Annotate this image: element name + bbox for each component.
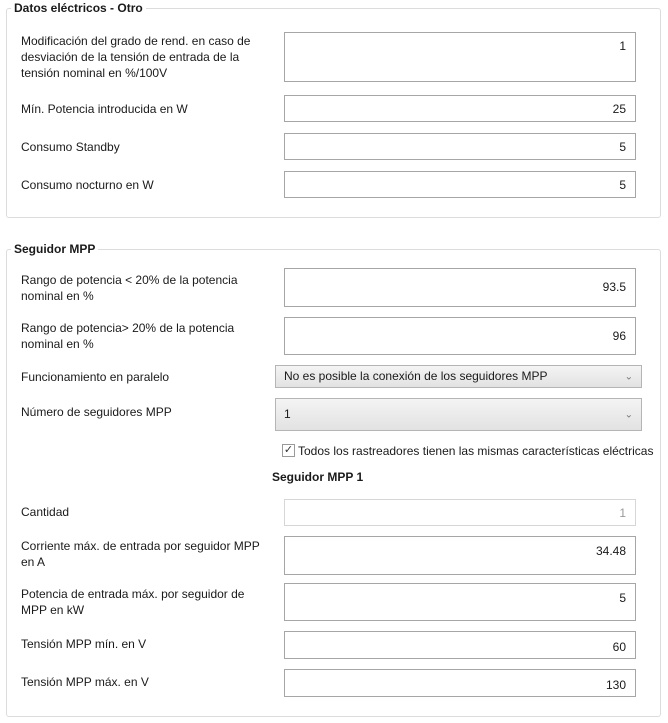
tracker-1-subheader: Seguidor MPP 1 — [272, 470, 364, 484]
min-input-power-input[interactable]: 25 — [284, 95, 636, 122]
max-current-label: Corriente máx. de entrada por seguidor MPP en A — [21, 539, 260, 569]
power-range-high-input[interactable]: 96 — [284, 317, 636, 355]
tracker-count-label: Número de seguidores MPP — [21, 405, 172, 419]
standby-consumption-input[interactable]: 5 — [284, 133, 636, 160]
parallel-operation-dropdown[interactable] — [275, 365, 642, 388]
max-power-label: Potencia de entrada máx. por seguidor de MPP en kW — [21, 587, 245, 617]
power-range-low-label: Rango de potencia < 20% de la potencia nominal en % — [21, 273, 238, 303]
tracker-count-value: 1 — [284, 407, 291, 421]
max-power-input[interactable]: 5 — [284, 583, 636, 621]
chevron-down-icon: ⌄ — [624, 409, 633, 420]
chevron-down-icon: ⌄ — [624, 371, 633, 382]
power-range-low-input[interactable]: 93.5 — [284, 268, 636, 307]
standby-consumption-label: Consumo Standby — [21, 140, 120, 154]
parallel-operation-value: No es posible la conexión de los seguidores MPP — [284, 369, 548, 383]
night-consumption-input[interactable]: 5 — [284, 171, 636, 198]
quantity-label: Cantidad — [21, 505, 70, 519]
parallel-operation-label: Funcionamiento en paralelo — [21, 370, 170, 384]
night-consumption-label: Consumo nocturno en W — [21, 178, 154, 192]
min-input-power-label: Mín. Potencia introducida en W — [21, 102, 188, 116]
group-title: Seguidor MPP — [11, 241, 98, 257]
efficiency-modification-input[interactable]: 1 — [284, 32, 636, 82]
tracker-count-dropdown[interactable] — [275, 398, 642, 431]
group-title: Datos eléctricos - Otro — [11, 0, 146, 16]
min-mpp-voltage-input[interactable]: 60 — [284, 631, 636, 659]
efficiency-modification-label: Modificación del grado de rend. en caso de desviación de la tensión de entrada de la tensión nominal en %/100V — [21, 34, 251, 80]
check-icon: ✓ — [283, 444, 294, 456]
same-characteristics-checkbox[interactable] — [282, 444, 295, 457]
max-current-input[interactable]: 34.48 — [284, 536, 636, 575]
same-characteristics-label: Todos los rastreadores tienen las mismas características eléctricas — [298, 444, 654, 458]
quantity-input: 1 — [284, 499, 636, 526]
min-mpp-voltage-label: Tensión MPP mín. en V — [21, 637, 147, 651]
max-mpp-voltage-label: Tensión MPP máx. en V — [21, 675, 149, 689]
max-mpp-voltage-input[interactable]: 130 — [284, 669, 636, 697]
power-range-high-label: Rango de potencia> 20% de la potencia nominal en % — [21, 321, 235, 351]
